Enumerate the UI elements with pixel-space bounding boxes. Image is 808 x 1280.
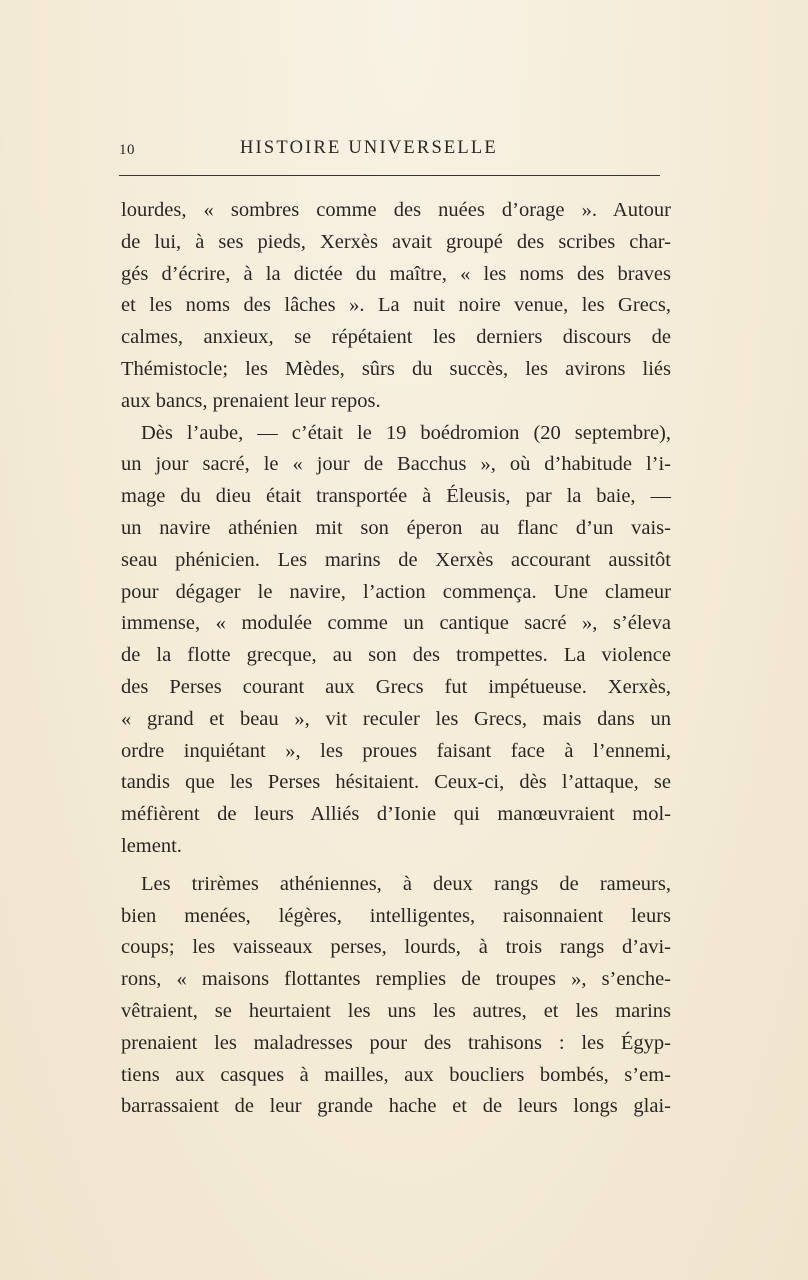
text-line: coups; les vaisseaux perses, lourds, à trois rangs d’avi- — [121, 936, 671, 959]
text-line: méfièrent de leurs Alliés d’Ionie qui manœuvraient mol- — [121, 803, 671, 826]
text-line: Les trirèmes athéniennes, à deux rangs de rameurs, — [141, 872, 671, 895]
text-line: seau phénicien. Les marins de Xerxès accourant aussitôt — [121, 548, 671, 571]
text-line: pour dégager le navire, l’action commença. Une clameur — [121, 580, 671, 603]
page-header — [119, 138, 660, 168]
running-title: HISTOIRE UNIVERSELLE — [240, 138, 498, 158]
text-line: lourdes, « sombres comme des nuées d’orage ». Autour — [121, 199, 671, 221]
text-line: mage du dieu était transportée à Éleusis, par la baie, — — [121, 485, 671, 508]
text-line: gés d’écrire, à la dictée du maître, « les noms des braves — [121, 262, 671, 285]
text-line: prenaient les maladresses pour des trahisons : les Égyp- — [121, 1031, 671, 1054]
text-line: Dès l’aube, — c’était le 19 boédromion (20 septembre), — [141, 421, 671, 444]
page-number: 10 — [119, 142, 135, 158]
paragraph — [121, 418, 671, 863]
text-line: rons, « maisons flottantes remplies de troupes », s’enche- — [121, 968, 671, 991]
text-line: calmes, anxieux, se répétaient les derniers discours de — [121, 326, 671, 349]
text-line: immense, « modulée comme un cantique sacré », s’éleva — [121, 612, 671, 635]
text-line: bien menées, légères, intelligentes, raisonnaient leurs — [121, 904, 671, 927]
text-line: tiens aux casques à mailles, aux boucliers bombés, s’em- — [121, 1063, 671, 1086]
text-line: des Perses courant aux Grecs fut impétueuse. Xerxès, — [121, 675, 671, 698]
text-line: de la flotte grecque, au son des trompettes. La violence — [121, 644, 671, 667]
text-line: lement. — [121, 834, 182, 857]
text-line: « grand et beau », vit reculer les Grecs, mais dans un — [121, 707, 671, 730]
text-line: de lui, à ses pieds, Xerxès avait groupé des scribes char- — [121, 230, 671, 253]
text-line: vêtraient, se heurtaient les uns les autres, et les marins — [121, 999, 671, 1022]
body-text — [121, 195, 671, 1123]
text-line: Thémistocle; les Mèdes, sûrs du succès, les avirons liés — [121, 357, 671, 380]
text-line: un navire athénien mit son éperon au flanc d’un vais- — [121, 516, 671, 539]
text-line: ordre inquiétant », les proues faisant face à l’ennemi, — [121, 739, 671, 762]
text-line: un jour sacré, le « jour de Bacchus », où d’habitude l’i- — [121, 453, 671, 476]
header-rule — [119, 175, 660, 176]
text-line: et les noms des lâches ». La nuit noire venue, les Grecs, — [121, 294, 671, 317]
text-line: tandis que les Perses hésitaient. Ceux-ci, dès l’attaque, se — [121, 771, 671, 794]
text-line: aux bancs, prenaient leur repos. — [121, 389, 381, 412]
paragraph — [121, 869, 671, 1123]
text-line: barrassaient de leur grande hache et de leurs longs glai- — [121, 1095, 671, 1118]
paragraph — [121, 195, 671, 418]
